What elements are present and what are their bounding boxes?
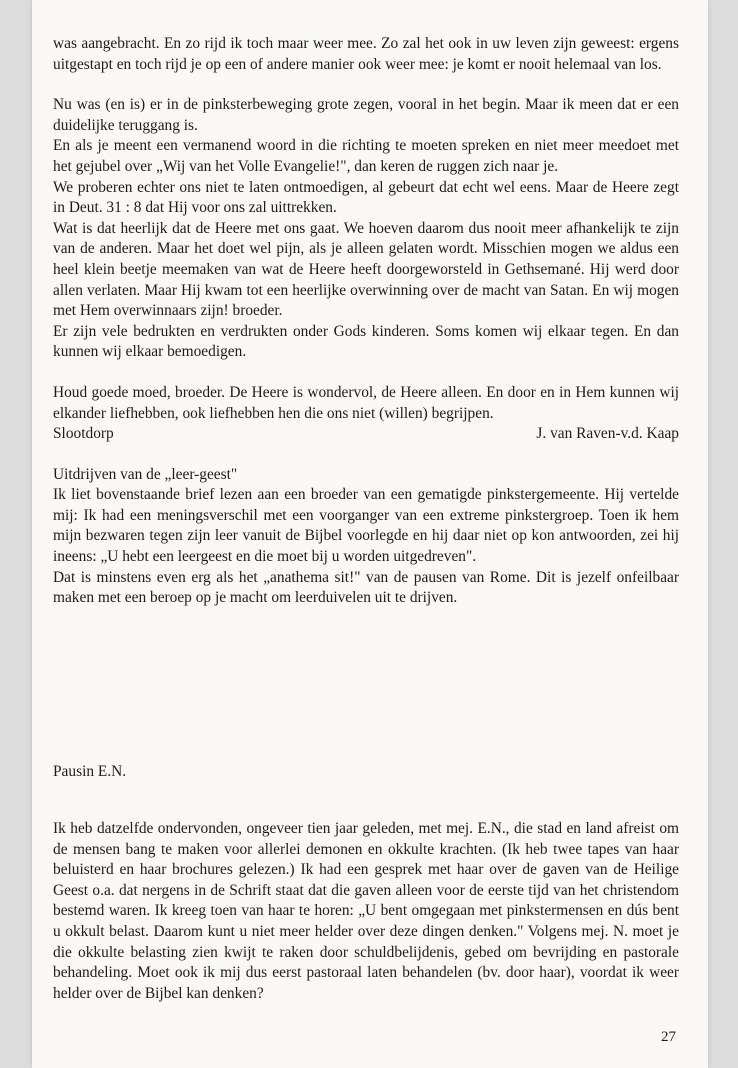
pausin-text xyxy=(53,819,679,1004)
paragraph: was aangebracht. En zo rijd ik toch maar weer mee. Zo zal het ook in uw leven zijn geweest: ergens uitgestapt en toch rijd je op een of andere manier ook weer mee: je komt er nooit helemaal van los. xyxy=(53,35,679,73)
paragraph: En als je meent een vermanend woord in die richting te moeten spreken en niet meer meedoet met het gejubel over „Wij van het Volle Evangelie!", dan keren de ruggen zich naar je. xyxy=(53,137,679,175)
paragraph: Dat is minstens even erg als het „anathema sit!" van de pausen van Rome. Dit is jezelf onfeilbaar maken met een beroep op je macht om leerduivelen uit te drijven. xyxy=(53,568,679,607)
section-heading-pausin: Pausin E.N. xyxy=(53,763,127,780)
page-number: 27 xyxy=(661,1029,676,1045)
paragraph: We proberen echter ons niet te laten ontmoedigen, al gebeurt dat echt wel eens. Maar de Heere zegt in Deut. 31 : 8 dat Hij voor ons zal uittrekken. xyxy=(53,178,679,217)
paragraph: Ik heb datzelfde ondervonden, ongeveer tien jaar geleden, met mej. E.N., die stad en land afreist om de mensen bang te maken voor allerlei demonen en okkulte krachten. (Ik heb twee tapes van haar beluisterd en haar brochures gelezen.) Ik had een gesprek met haar over de gaven van de Heilige Geest o.a. dat nergens in de Schrift staat dat die gaven alleen voor de eerste tijd van het christendom bestemd waren. Ik kreeg toen van haar te horen: „U bent omgegaan met pinkstermensen en dús bent u okkult belast. Daarom kunt u niet meer helder over deze dingen denken." Volgens mej. N. moet je die okkulte belasting zien kwijt te raken door schuldbelijdenis, gebed om bevrijding en pastorale behandeling. Moet ook ik mij dus eerst pastoraal laten behandelen (bv. door haar), voordat ik weer helder over de Bijbel kan denken? xyxy=(53,820,679,1002)
paragraph: Wat is dat heerlijk dat de Heere met ons gaat. We hoeven daarom dus nooit meer afhankelijk te zijn van de anderen. Maar het doet wel pijn, als je alleen gelaten wordt. Misschien mogen we aldus een heel klein beetje meemaken van wat de Heere heeft doorgeworsteld in Gethsemané. Hij werd door allen verlaten. Maar Hij kwam tot een heerlijke overwinning over de macht van Satan. En wij mogen met Hem overwinnaars zijn! broeder. xyxy=(53,219,679,320)
paragraph: Nu was (en is) er in de pinksterbeweging grote zegen, vooral in het begin. Maar ik meen dat er een duidelijke teruggang is. xyxy=(53,96,679,134)
main-text xyxy=(53,34,679,609)
paragraph: Houd goede moed, broeder. De Heere is wondervol, de Heere alleen. En door en in Hem kunnen wij elkander liefhebben, ook liefhebben hen die ons niet (willen) begrijpen. xyxy=(53,383,679,422)
signature-line xyxy=(53,424,679,445)
signature-name: J. van Raven-v.d. Kaap xyxy=(536,425,679,443)
document-page xyxy=(32,0,708,1068)
paragraph: Er zijn vele bedrukten en verdrukten onder Gods kinderen. Soms komen wij elkaar tegen. En dan kunnen wij elkaar bemoedigen. xyxy=(53,322,679,361)
paragraph: Ik liet bovenstaande brief lezen aan een broeder van een gematigde pinkstergemeente. Hij vertelde mij: Ik had een meningsverschil met een voorganger van een extreme pinkstergroep. Toen ik hem mijn bezwaren tegen zijn leer vanuit de Bijbel voorlegde en hij daar niet op kon antwoorden, zei hij ineens: „U hebt een leergeest en die moet bij u worden uitgedreven". xyxy=(53,486,679,566)
section-heading-uitdrijven: Uitdrijven van de „leer-geest" xyxy=(53,465,238,483)
signature-place: Slootdorp xyxy=(53,425,114,443)
